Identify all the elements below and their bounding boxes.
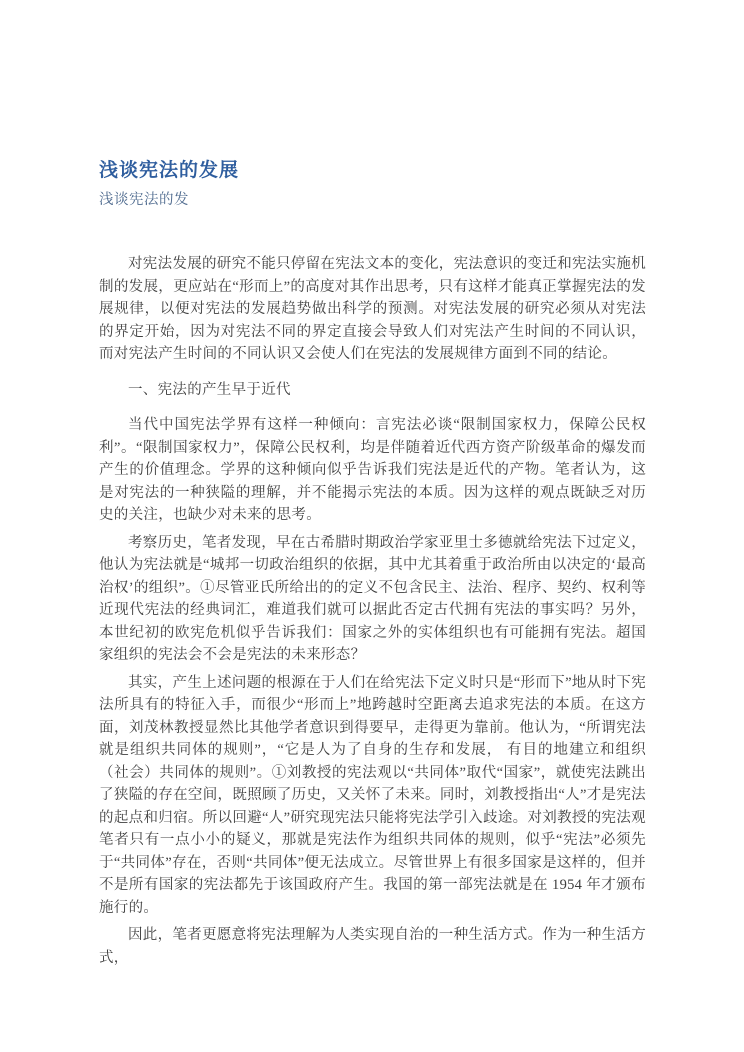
body-paragraph: 当代中国宪法学界有这样一种倾向：言宪法必谈“限制国家权力，保障公民权利”。“限制国家权力”，保障公民权利，均是伴随着近代西方资产阶级革命的爆发而产生的价值理念。学界的这种倾向似乎告诉我们宪法是近代的产物。笔者认为，这是对宪法的一种狭隘的理解，并不能揭示宪法的本质。因为这样的观点既缺乏对历史的关注，也缺少对未来的思考。	[99, 417, 646, 523]
document-title: 浅谈宪法的发展	[99, 160, 240, 181]
body-paragraph: 其实，产生上述问题的根源在于人们在给宪法下定义时只是“形而下”地从时下宪法所具有的特征入手，而很少“形而上”地跨越时空距离去追求宪法的本质。在这方面，刘茂林教授显然比其他学者意识到得要早，走得更为靠前。他认为，“所谓宪法就是组织共同体的规则”，“它是人为了自身的生存和发展， 有目的地建立和组织（社会）共同体的规则”。①刘教授的宪法观以“共同体”取代“国家”，就使宪法跳出了狭隘的存在空间，既照顾了历史，又关怀了未来。同时，刘教授指出“人”才是宪法的起点和归宿。所以回避“人”研究现宪法只能将宪法学引入歧途。对刘教授的宪法观笔者只有一点小小的疑义，那就是宪法作为组织共同体的规则，似乎“宪法”必须先于“共同体”存在，否则“共同体”便无法成立。尽管世界上有很多国家是这样的，但并不是所有国家的宪法都先于该国政府产生。我国的第一部宪法就是在 1954 年才颁布施行的。	[99, 674, 646, 916]
body-paragraph: 对宪法发展的研究不能只停留在宪法文本的变化，宪法意识的变迁和宪法实施机制的发展，更应站在“形而上”的高度对其作出思考，只有这样才能真正掌握宪法的发展规律，以便对宪法的发展趋势做出科学的预测。对宪法发展的研究必须从对宪法的界定开始，因为对宪法不同的界定直接会导致人们对宪法产生时间的不同认识，而对宪法产生时间的不同认识又会使人们在宪法的发展规律方面到不同的结论。	[99, 256, 646, 362]
body-paragraph: 考察历史，笔者发现，早在古希腊时期政治学家亚里士多德就给宪法下过定义，他认为宪法就是“城邦一切政治组织的依据，其中尤其着重于政治所由以决定的‘最高治权’的组织”。①尽管亚氏所给出的的定义不包含民主、法治、程序、契约、权利等近现代宪法的经典词汇，难道我们就可以据此否定古代拥有宪法的事实吗？另外，本世纪初的欧宪危机似乎告诉我们：国家之外的实体组织也有可能拥有宪法。超国家组织的宪法会不会是宪法的未来形态？	[99, 534, 646, 663]
document-body	[99, 253, 646, 969]
document-subtitle: 浅谈宪法的发	[99, 192, 189, 208]
body-paragraph: 因此，笔者更愿意将宪法理解为人类实现自治的一种生活方式。作为一种生活方式，	[99, 927, 646, 966]
section-heading: 一、宪法的产生早于近代	[128, 381, 291, 398]
